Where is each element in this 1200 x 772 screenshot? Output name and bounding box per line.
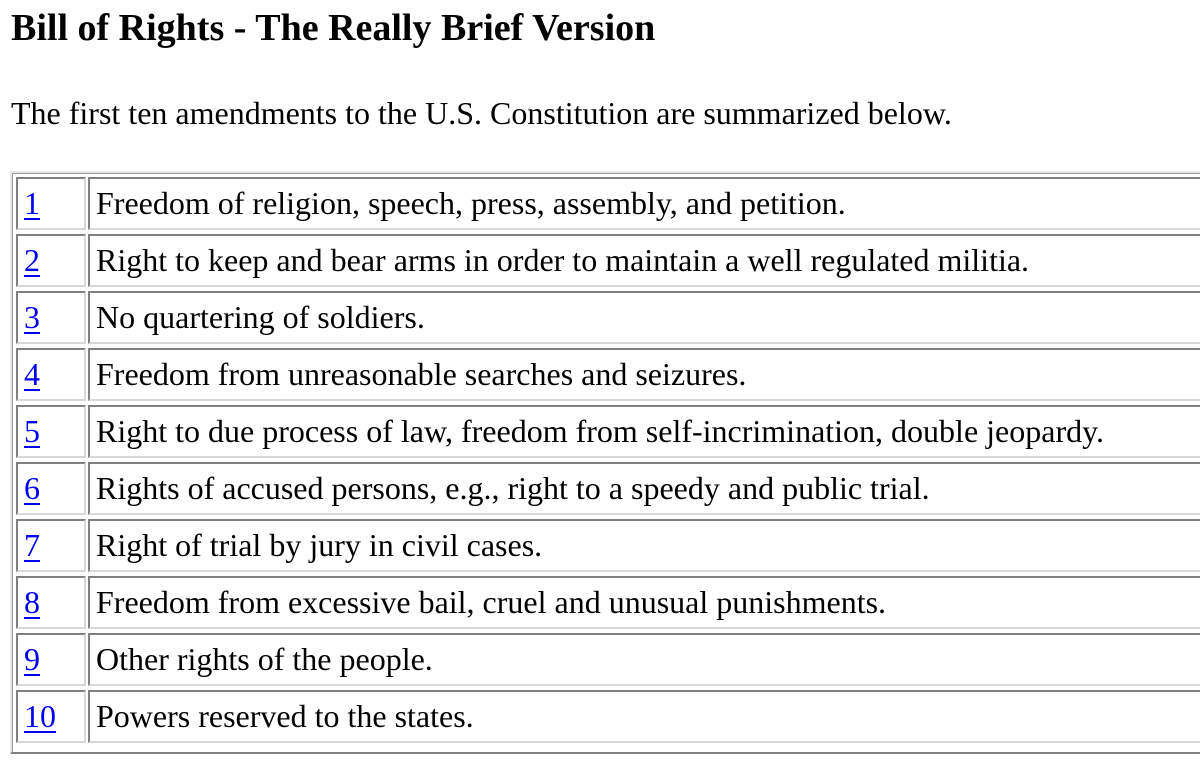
amendment-number-cell [16, 348, 86, 401]
amendment-9-link[interactable]: 9 [24, 641, 40, 677]
amendment-summary: Other rights of the people. [88, 633, 1200, 686]
table-row [16, 234, 1200, 287]
amendment-number-cell [16, 519, 86, 572]
amendment-number-cell [16, 462, 86, 515]
amendment-summary: Right to due process of law, freedom from self-incrimination, double jeopardy. [88, 405, 1200, 458]
amendment-3-link[interactable]: 3 [24, 299, 40, 335]
amendment-5-link[interactable]: 5 [24, 413, 40, 449]
amendment-8-link[interactable]: 8 [24, 584, 40, 620]
amendment-7-link[interactable]: 7 [24, 527, 40, 563]
amendment-number-cell [16, 405, 86, 458]
amendment-summary: Powers reserved to the states. [88, 690, 1200, 743]
amendment-2-link[interactable]: 2 [24, 242, 40, 278]
amendment-4-link[interactable]: 4 [24, 356, 40, 392]
table-row [16, 519, 1200, 572]
table-row [16, 177, 1200, 230]
amendments-table [10, 171, 1200, 754]
amendment-1-link[interactable]: 1 [24, 185, 40, 221]
amendment-summary: Freedom from excessive bail, cruel and unusual punishments. [88, 576, 1200, 629]
amendment-number-cell [16, 291, 86, 344]
table-row [16, 405, 1200, 458]
amendment-6-link[interactable]: 6 [24, 470, 40, 506]
amendment-summary: Rights of accused persons, e.g., right to a speedy and public trial. [88, 462, 1200, 515]
amendment-number-cell [16, 690, 86, 743]
table-row [16, 576, 1200, 629]
table-row [16, 633, 1200, 686]
intro-text: The first ten amendments to the U.S. Constitution are summarized below. [11, 95, 952, 131]
table-row [16, 690, 1200, 743]
amendment-summary: Right of trial by jury in civil cases. [88, 519, 1200, 572]
amendment-number-cell [16, 234, 86, 287]
table-row [16, 462, 1200, 515]
amendment-summary: Right to keep and bear arms in order to maintain a well regulated militia. [88, 234, 1200, 287]
amendment-number-cell [16, 576, 86, 629]
page-title: Bill of Rights - The Really Brief Version [11, 7, 656, 49]
amendment-number-cell [16, 177, 86, 230]
amendment-number-cell [16, 633, 86, 686]
table-row [16, 348, 1200, 401]
amendment-10-link[interactable]: 10 [24, 698, 56, 734]
amendment-summary: Freedom of religion, speech, press, assembly, and petition. [88, 177, 1200, 230]
amendment-summary: No quartering of soldiers. [88, 291, 1200, 344]
amendment-summary: Freedom from unreasonable searches and seizures. [88, 348, 1200, 401]
table-row [16, 291, 1200, 344]
